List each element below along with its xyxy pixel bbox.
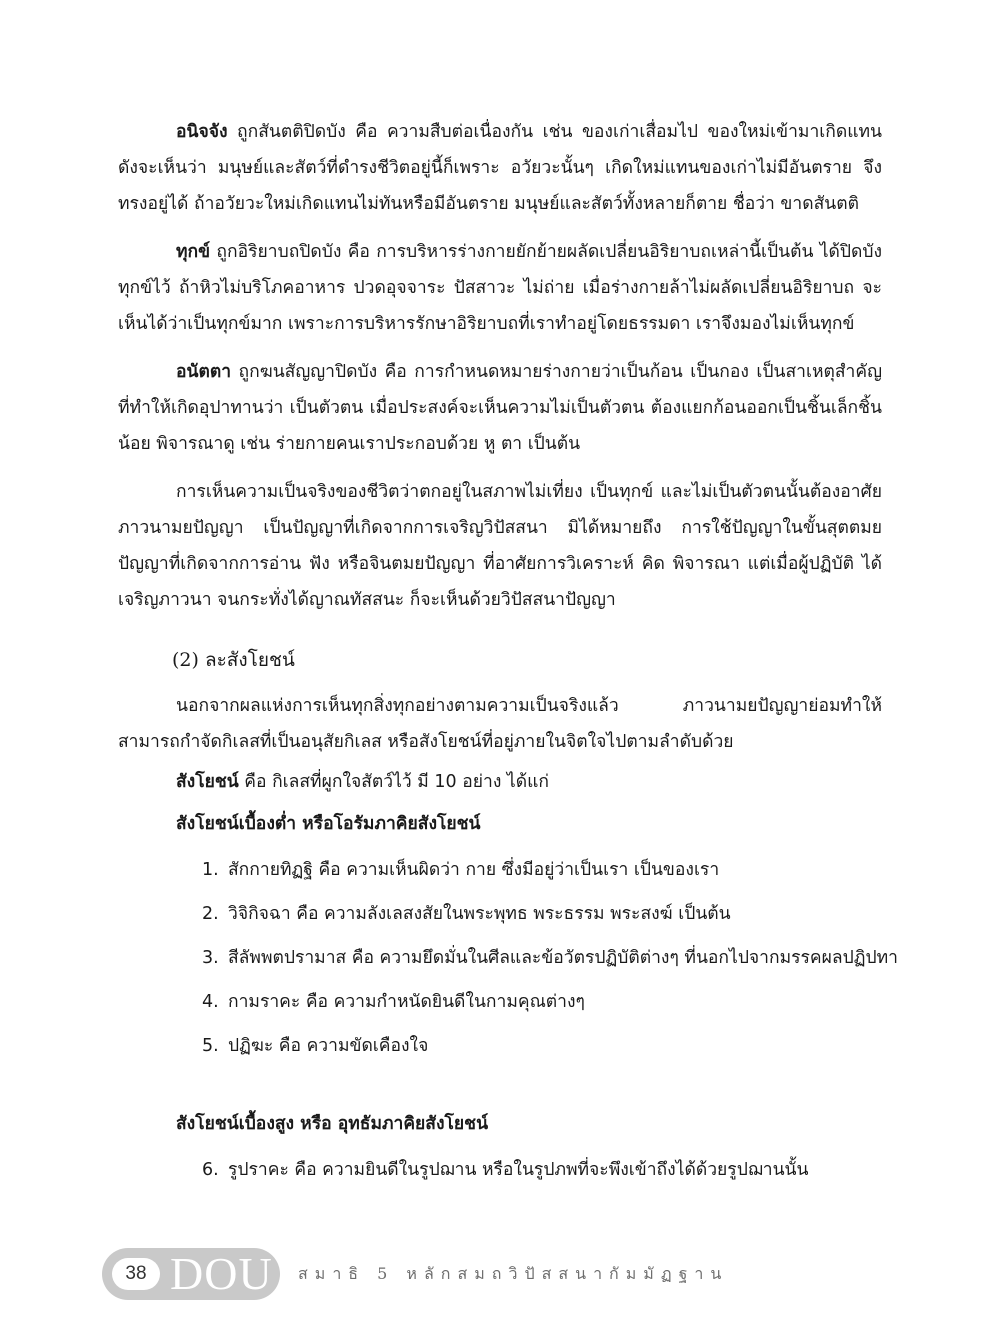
dou-logo: DOU: [170, 1248, 273, 1299]
item-text: ปฏิฆะ คือ ความขัดเคืองใจ: [228, 1036, 429, 1056]
item-number: 5.: [202, 1036, 219, 1056]
item-text: วิจิกิจฉา คือ ความลังเลสงสัยในพระพุทธ พระธรรม พระสงฆ์ เป็นต้น: [228, 904, 731, 924]
page-number: 38: [112, 1258, 160, 1290]
page-footer: [102, 1248, 728, 1300]
paragraph-text: ถูกอิริยาบถปิดบัง คือ การบริหารร่างกายยักย้ายผลัดเปลี่ยนอิริยาบถเหล่านี้เป็นต้น ได้ปิดบังทุกข์ไว้ ถ้าหิวไม่บริโภคอาหาร ปวดอุจจาระ ปัสสาวะ ไม่ถ่าย เมื่อร่างกายล้าไม่ผลัดเปลี่ยนอิริยาบถ จะเห็นได้ว่าเป็นทุกข์มาก เพราะการบริหารรักษาอิริยาบถที่เราทำอยู่โดยธรรมดา เราจึงมองไม่เห็นทุกข์: [118, 242, 882, 334]
term-anicca: อนิจจัง: [176, 122, 228, 142]
item-text: สีลัพพตปรามาส คือ ความยึดมั่นในศีลและข้อวัตรปฏิบัติต่างๆ ที่นอกไปจากมรรคผลปฏิปทา: [228, 948, 898, 968]
definition-line: [176, 764, 882, 800]
running-title: สมาธิ 5 หลักสมถวิปัสสนากัมมัฏฐาน: [298, 1263, 729, 1283]
item-number: 2.: [202, 904, 219, 924]
section-intro: นอกจากผลแห่งการเห็นทุกสิ่งทุกอย่างตามความเป็นจริงแล้ว ภาวนามยปัญญาย่อมทำให้สามารถกำจัดกิเลสที่เป็นอนุสัยกิเลส หรือสังโยชน์ที่อยู่ภายในจิตใจไปตามลำดับด้วย: [118, 696, 882, 752]
lower-fetters-heading: สังโยชน์เบื้องต่ำ หรือโอรัมภาคิยสังโยชน์: [176, 814, 481, 834]
term-samyojana: สังโยชน์: [176, 772, 239, 792]
item-number: 3.: [202, 948, 219, 968]
term-dukkha: ทุกข์: [176, 242, 211, 262]
list-item: [202, 1152, 882, 1188]
paragraph-text: การเห็นความเป็นจริงของชีวิตว่าตกอยู่ในสภาพไม่เที่ยง เป็นทุกข์ และไม่เป็นตัวตนนั้นต้องอาศัยภาวนามยปัญญา เป็นปัญญาที่เกิดจากการเจริญวิปัสสนา มิได้หมายถึง การใช้ปัญญาในขั้นสุตตมยปัญญาที่เกิดจากการอ่าน ฟัง หรือจินตมยปัญญา ที่อาศัยการวิเคราะห์ คิด พิจารณา แต่เมื่อผู้ปฏิบัติ ได้เจริญภาวนา จนกระทั่งได้ญาณทัสสนะ ก็จะเห็นด้วยวิปัสสนาปัญญา: [118, 482, 882, 610]
upper-fetters-heading: สังโยชน์เบื้องสูง หรือ อุทธัมภาคิยสังโยชน์: [176, 1114, 489, 1134]
item-text: สักกายทิฏฐิ คือ ความเห็นผิดว่า กาย ซึ่งมีอยู่ว่าเป็นเรา เป็นของเรา: [228, 860, 720, 880]
list-item: [202, 852, 882, 888]
paragraph-summary: [118, 474, 882, 618]
paragraph-text: ถูกฆนสัญญาปิดบัง คือ การกำหนดหมายร่างกายว่าเป็นก้อน เป็นกอง เป็นสาเหตุสำคัญที่ทำให้เกิดอุปาทานว่า เป็นตัวตน เมื่อประสงค์จะเห็นความไม่เป็นตัวตน ต้องแยกก้อนออกเป็นชิ้นเล็กชิ้นน้อย พิจารณาดู เช่น ร่ายกายคนเราประกอบด้วย หู ตา เป็นต้น: [118, 362, 882, 454]
item-number: 4.: [202, 992, 219, 1012]
paragraph-anicca: [118, 114, 882, 222]
item-number: 6.: [202, 1160, 219, 1180]
term-anatta: อนัตตา: [176, 362, 232, 382]
list-item: [202, 1028, 882, 1064]
list-item: [202, 940, 898, 976]
footer-badge: [102, 1248, 280, 1300]
definition-text: คือ กิเลสที่ผูกใจสัตว์ไว้ มี 10 อย่าง ได้แก่: [238, 772, 549, 792]
item-text: รูปราคะ คือ ความยินดีในรูปฌาน หรือในรูปภพที่จะพึงเข้าถึงได้ด้วยรูปฌานนั้น: [228, 1160, 809, 1180]
list-item: [202, 896, 882, 932]
upper-fetters-list: [118, 1152, 882, 1188]
lower-fetters-list: [118, 852, 898, 1064]
page-content: [118, 114, 898, 1196]
section-title: (2) ละสังโยชน์: [172, 649, 295, 671]
paragraph-dukkha: [118, 234, 882, 342]
paragraph-text: ถูกสันตติปิดบัง คือ ความสืบต่อเนื่องกัน เช่น ของเก่าเสื่อมไป ของใหม่เข้ามาเกิดแทน ดังจะเห็นว่า มนุษย์และสัตว์ที่ดำรงชีวิตอยู่นี้ก็เพราะ อวัยวะนั้นๆ เกิดใหม่แทนของเก่าไม่มีอันตราย จึงทรงอยู่ได้ ถ้าอวัยวะใหม่เกิดแทนไม่ทันหรือมีอันตราย มนุษย์และสัตว์ทั้งหลายก็ตาย ชื่อว่า ขาดสันตติ: [118, 122, 882, 214]
paragraph-anatta: [118, 354, 882, 462]
item-number: 1.: [202, 860, 219, 880]
list-item: [202, 984, 882, 1020]
item-text: กามราคะ คือ ความกำหนัดยินดีในกามคุณต่างๆ: [228, 992, 585, 1012]
